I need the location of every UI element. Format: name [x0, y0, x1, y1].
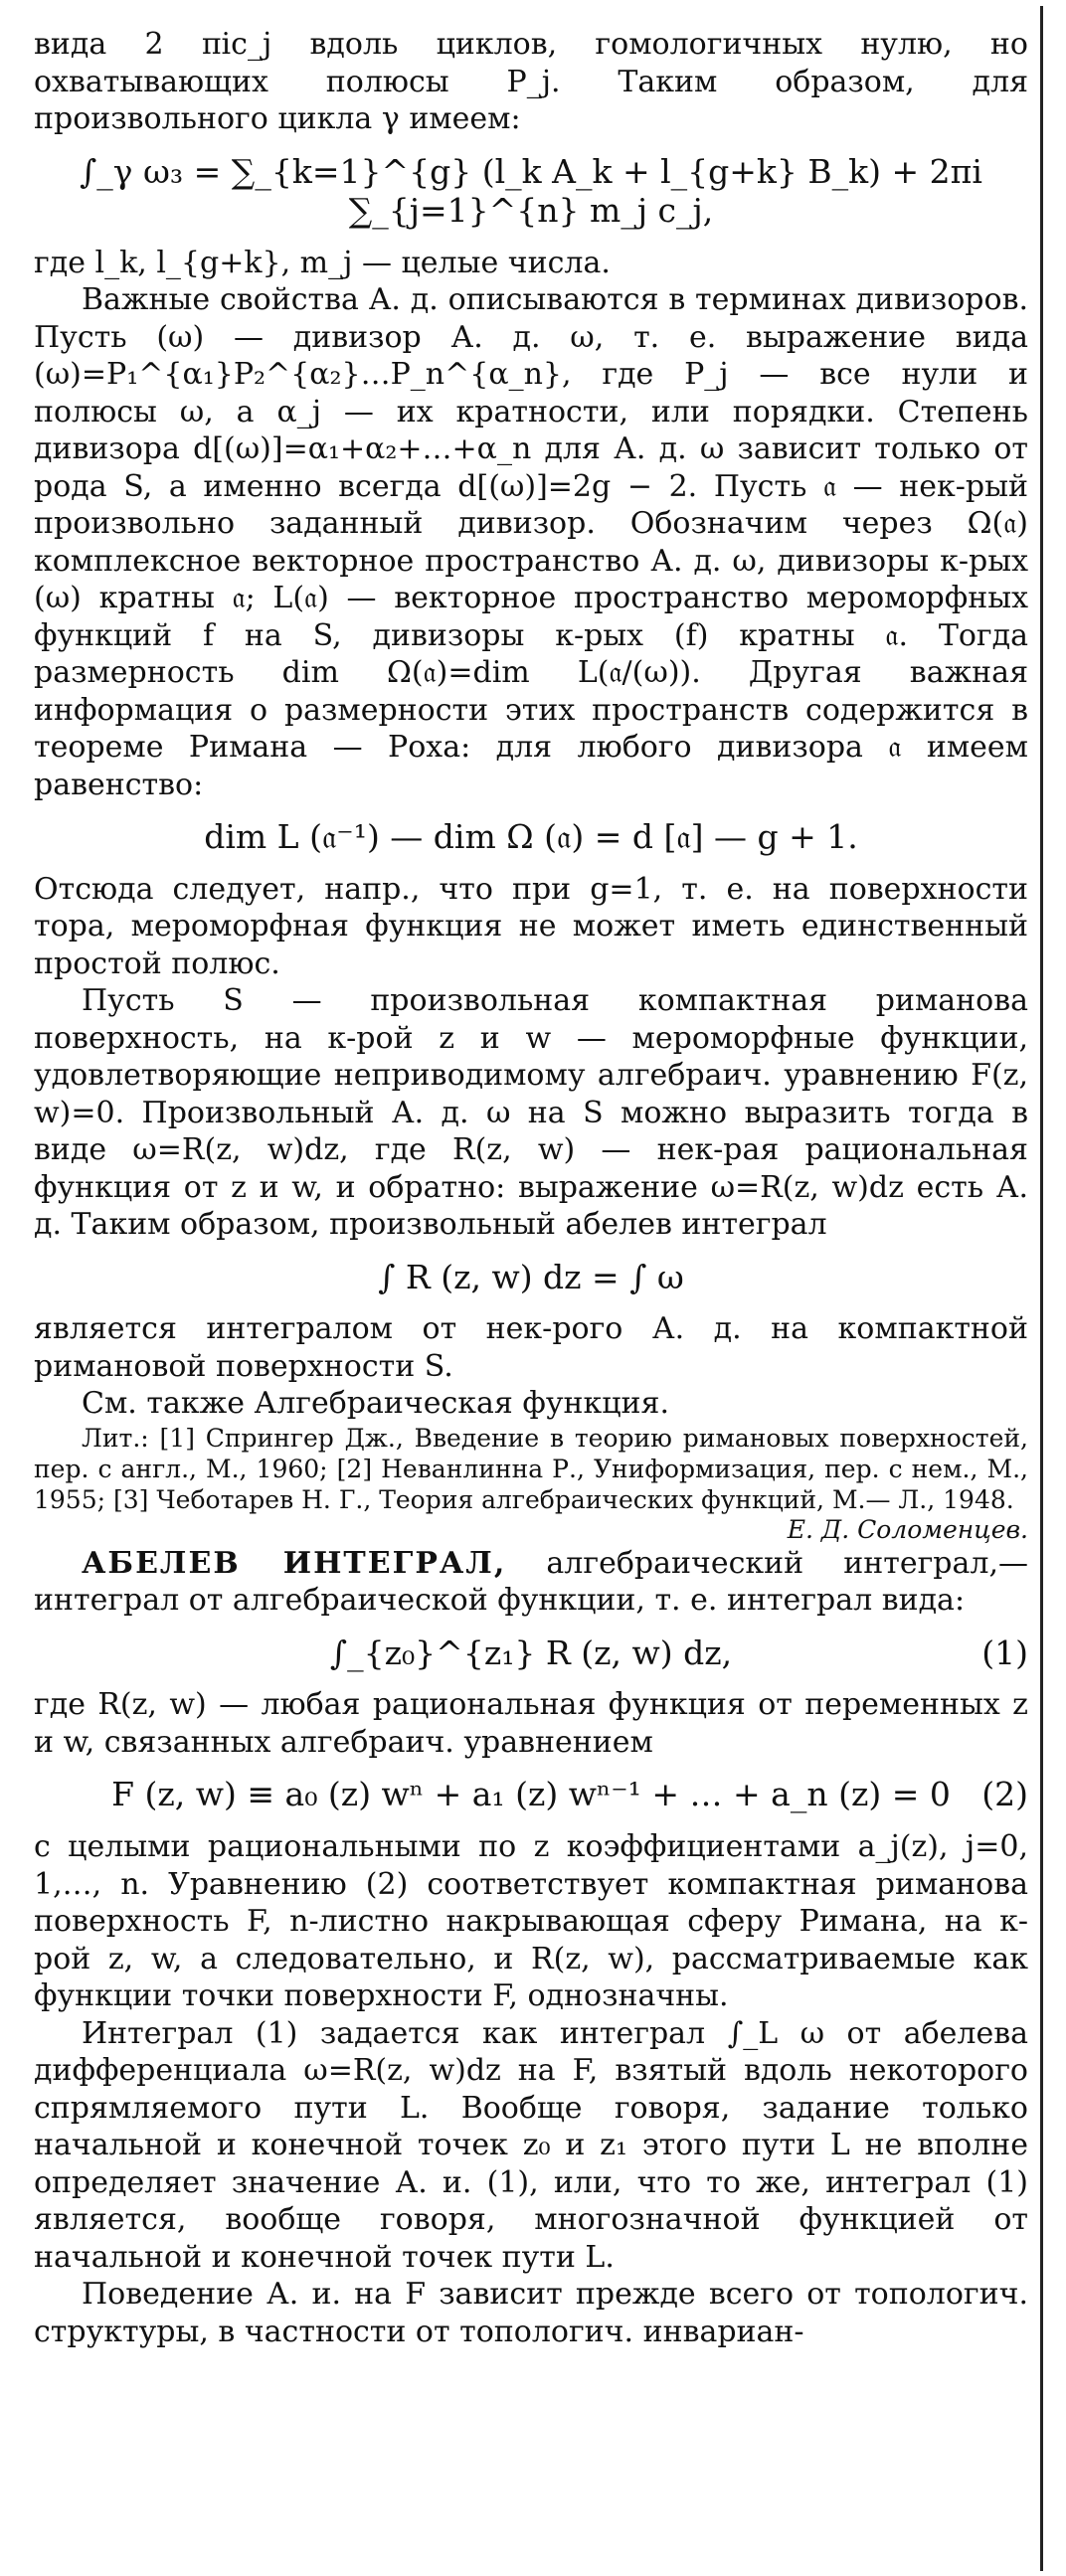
equation-number: (2)	[981, 1775, 1028, 1814]
formula-abelian-integral: ∫ R (z, w) dz = ∫ ω	[378, 1257, 684, 1296]
right-margin-rule	[1040, 6, 1043, 2571]
author-signature: Е. Д. Соломенцев.	[787, 1514, 1028, 1544]
formula-1	[34, 1633, 1028, 1673]
formula-riemann-roch: dim L (𝔞⁻¹) — dim Ω (𝔞) = d [𝔞] — g + 1.	[204, 817, 858, 857]
formula-1-body: ∫_{z₀}^{z₁} R (z, w) dz,	[329, 1632, 733, 1672]
paragraph: является интегралом от нек-рого А. д. на компактной римановой поверхности S.	[34, 1311, 1028, 1384]
paragraph: где l_k, l_{g+k}, m_j — целые числа.	[34, 245, 611, 280]
paragraph: Отсюда следует, напр., что при g=1, т. е. на поверхности тора, мероморфная функция не может иметь единственный простой полюс.	[34, 871, 1028, 981]
see-also: См. также Алгебраическая функция.	[82, 1386, 669, 1422]
equation-number: (1)	[981, 1632, 1028, 1672]
article-heading: АБЕЛЕВ ИНТЕГРАЛ,	[82, 1545, 507, 1581]
references: Лит.: [1] Спрингер Дж., Введение в теорию римановых поверхностей, пер. с англ., М., 1960; [2] Неванлинна Р., Униформизация, пер. с нем., М., 1955; [3] Чеботарев Н. Г., Теория алгебраических функций, М.— Л., 1948.	[34, 1423, 1028, 1514]
paragraph: с целыми рациональными по z коэффициентами a_j(z), j=0, 1,…, n. Уравнению (2) соответствует компактная риманова поверхность F, n-листно накрывающая сферу Римана, на к-рой z, w, а следовательно, и R(z, w), рассматриваемые как функции точки поверхности F, однозначны.	[34, 1829, 1028, 2014]
paragraph: вида 2 πic_j вдоль циклов, гомологичных нулю, но охватывающих полюсы P_j. Таким образом, для произвольного цикла γ имеем:	[34, 27, 1028, 136]
formula-2	[34, 1775, 1028, 1814]
paragraph: Поведение А. и. на F зависит прежде всего от топологич. структуры, в частности от топологич. инвариан-	[34, 2277, 1028, 2349]
paragraph-divisors: Важные свойства А. д. описываются в терминах дивизоров. Пусть (ω) — дивизор А. д. ω, т. е. выражение вида (ω)=P₁^{α₁}P₂^{α₂}…P_n^{α_n}, где P_j — все нули и полюсы ω, а α_j — их кратности, или порядки. Степень дивизора d[(ω)]=α₁+α₂+…+α_n для А. д. ω зависит только от рода S, а именно всегда d[(ω)]=2g − 2. Пусть 𝔞 — нек-рый произвольно заданный дивизор. Обозначим через Ω(𝔞) комплексное векторное пространство А. д. ω, дивизоры к-рых (ω) кратны 𝔞; L(𝔞) — векторное пространство мероморфных функций f на S, дивизоры к-рых (f) кратны 𝔞. Тогда размерность dim Ω(𝔞)=dim L(𝔞/(ω)). Другая важная информация о размерности этих пространств содержится в теореме Римана — Роха: для любого дивизора 𝔞 имеем равенство:	[34, 282, 1028, 802]
formula-2-body: F (z, w) ≡ a₀ (z) wⁿ + a₁ (z) wⁿ⁻¹ + … + a_n (z) = 0	[111, 1775, 951, 1814]
paragraph: Пусть S — произвольная компактная риманова поверхность, на к-рой z и w — мероморфные функции, удовлетворяющие неприводимому алгебраич. уравнению F(z, w)=0. Произвольный А. д. ω на S можно выразить тогда в виде ω=R(z, w)dz, где R(z, w) — нек-рая рациональная функция от z и w, и обратно: выражение ω=R(z, w)dz есть А. д. Таким образом, произвольный абелев интеграл	[34, 983, 1028, 1243]
document-page	[34, 26, 1028, 2350]
formula-cycle-integral: ∫_γ ω₃ = ∑_{k=1}^{g} (l_k A_k + l_{g+k} B_k) + 2πi ∑_{j=1}^{n} m_j c_j,	[80, 151, 982, 231]
paragraph: где R(z, w) — любая рациональная функция от переменных z и w, связанных алгебраич. уравнением	[34, 1687, 1028, 1760]
article-intro: алгебраический интеграл,— интеграл от алгебраической функции, т. е. интеграл вида:	[34, 1545, 1028, 1619]
paragraph: Интеграл (1) задается как интеграл ∫_L ω от абелева дифференциала ω=R(z, w)dz на F, взятый вдоль некоторого спрямляемого пути L. Вообще говоря, задание только начальной и конечной точек z₀ и z₁ этого пути L не вполне определяет значение А. и. (1), или, что то же, интеграл (1) является, вообще говоря, многозначной функцией от начальной и конечной точек пути L.	[34, 2015, 1028, 2275]
